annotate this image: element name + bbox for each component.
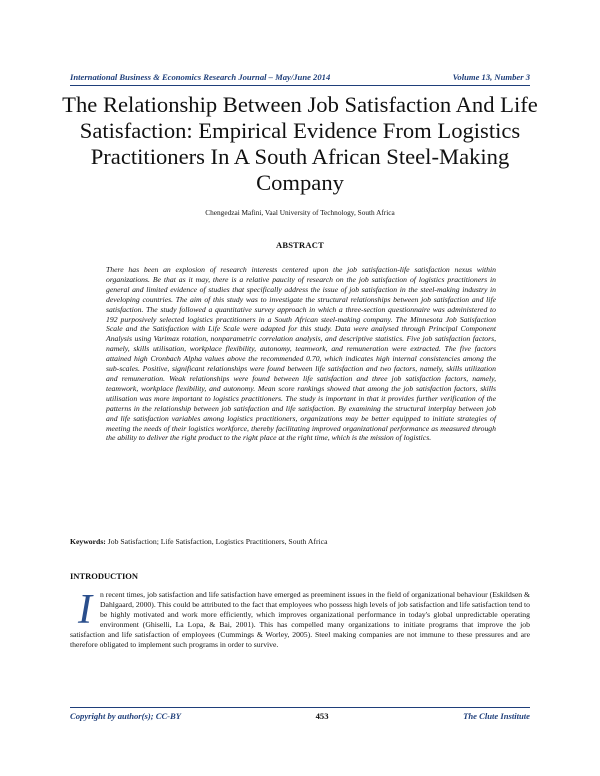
keywords bbox=[70, 537, 530, 546]
footer-divider bbox=[70, 707, 530, 708]
journal-name: International Business & Economics Research Journal – May/June 2014 bbox=[70, 72, 331, 82]
keywords-label: Keywords: bbox=[70, 537, 106, 546]
volume-number: Volume 13, Number 3 bbox=[452, 72, 530, 82]
introduction-text bbox=[70, 587, 530, 650]
abstract-heading: ABSTRACT bbox=[276, 240, 324, 250]
page-footer bbox=[70, 711, 530, 721]
abstract-text: There has been an explosion of research interests centered upon the job satisfaction-life satisfaction nexus within organizations. Be that as it may, there is a relative paucity of research on the job satisfaction of logistics practitioners in general and limited evidence of studies that specifically address the issue of job satisfaction in the steel-making industry in developing countries. The aim of this study was to investigate the structural relationships between job satisfaction and life satisfaction. The study followed a quantitative survey approach in which a three-section questionnaire was administered to 192 purposively selected logistics practitioners in a South African steel-making company. The Minnesota Job Satisfaction Scale and the Satisfaction with Life Scale were adapted for this study. Data were analysed through Principal Component Analysis using Varimax rotation, nonparametric correlation analysis, and descriptive statistics. Five job satisfaction factors, namely, skills utilisation, workplace flexibility, autonomy, teamwork, and remuneration were extracted. The five factors attained high Cronbach Alpha values above the recommended 0.70, which indicates high internal consistencies among the sub-scales. Positive, significant relationships were found between life satisfaction and two factors, namely, skills utilization and remuneration. Weak relationships were found between life satisfaction and three job satisfaction factors, namely, teamwork, workplace flexibility, and autonomy. Mean score rankings showed that among the job satisfaction factors, skills utilisation was more important to logistics practitioners. The study is important in that it provides further verification of the patterns in the relationship between job satisfaction and life satisfaction. By examining the structural interplay between job and life satisfaction variables among logistics practitioners, organizations may be better equipped to initiate strategies of meeting the needs of their logistics workforce, thereby facilitating improved organizational performance as measured through the ability to deliver the right product to the right place at the right time, which is the mission of logistics. bbox=[106, 265, 496, 443]
paper-title: The Relationship Between Job Satisfaction And Life Satisfaction: Empirical Evidence From Logistics Practitioners In A South African Steel-Making Company bbox=[62, 92, 538, 195]
introduction-body: n recent times, job satisfaction and life satisfaction have emerged as preeminent issues in the field of organizational behaviour (Eskildsen & Dahlgaard, 2000). This could be attributed to the fact that employees who possess high levels of job satisfaction and life satisfaction tend to be highly motivated and work more efficiently, which improves organizational performance in today's global unpredictable operating environment (Ghiselli, La Lopa, & Bai, 2001). This has compelled many organizations to initiate programs that improve the job satisfaction and life satisfaction of employees (Cummings & Worley, 2005). Steel making companies are not immune to these pressures and are therefore obligated to implement such programs in order to survive. bbox=[70, 590, 530, 649]
publisher-name: The Clute Institute bbox=[463, 711, 530, 721]
running-header bbox=[70, 72, 530, 82]
author-line: Chengedzai Mafini, Vaal University of Technology, South Africa bbox=[205, 208, 395, 217]
copyright-notice: Copyright by author(s); CC-BY bbox=[70, 711, 182, 721]
page-number: 453 bbox=[315, 711, 329, 721]
introduction-heading: INTRODUCTION bbox=[70, 571, 139, 581]
drop-cap: I bbox=[78, 587, 92, 633]
header-divider bbox=[70, 85, 530, 86]
keywords-text: Job Satisfaction; Life Satisfaction, Logistics Practitioners, South Africa bbox=[107, 537, 328, 546]
